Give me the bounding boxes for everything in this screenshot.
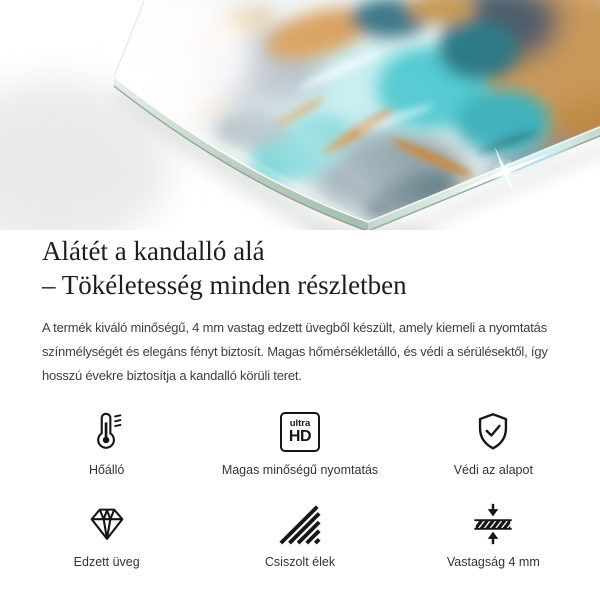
- feature-label: Magas minőségű nyomtatás: [221, 463, 379, 477]
- ultra-hd-badge-top-text: ultra: [289, 417, 311, 429]
- description-line: A termék kiváló minőségű, 4 mm vastag edzett üvegből készült, amely kiemeli a nyomtatás: [42, 320, 547, 335]
- thermometer-icon: [83, 408, 131, 456]
- ultra-hd-badge-bottom-text: HD: [288, 428, 312, 446]
- feature-heat-resistant: [10, 408, 203, 478]
- description-line: hosszú évekre biztosítja a kandalló körüli teret.: [42, 368, 302, 383]
- feature-label: Védi az alapot: [453, 463, 533, 477]
- feature-label: Csiszolt élek: [264, 555, 336, 569]
- diamond-icon: [83, 500, 131, 548]
- polished-edges-icon: [276, 500, 324, 548]
- feature-label: Hőálló: [88, 463, 125, 477]
- feature-polished-edges: [203, 500, 396, 570]
- feature-grid: [10, 408, 590, 570]
- page-title: [42, 234, 560, 302]
- shield-check-icon: [469, 408, 517, 456]
- product-description: [42, 316, 570, 388]
- ultra-hd-icon: [276, 408, 324, 456]
- feature-thickness-4mm: [397, 500, 590, 570]
- hero-product-photo: [0, 0, 600, 230]
- page-title-line-2: – Tökéletesség minden részletben: [42, 270, 407, 300]
- glass-panel-image: [0, 0, 600, 230]
- feature-protects-base: [397, 408, 590, 478]
- feature-tempered-glass: [10, 500, 203, 570]
- feature-label: Vastagság 4 mm: [446, 555, 540, 569]
- feature-label: Edzett üveg: [73, 555, 140, 569]
- page-title-line-1: Alátét a kandalló alá: [42, 236, 265, 266]
- thickness-arrows-icon: [469, 500, 517, 548]
- description-line: színmélységét és elegáns fényt biztosít. Magas hőmérsékletálló, és védi a sérülésektől, így: [42, 344, 548, 359]
- feature-ultra-hd-print: [203, 408, 396, 478]
